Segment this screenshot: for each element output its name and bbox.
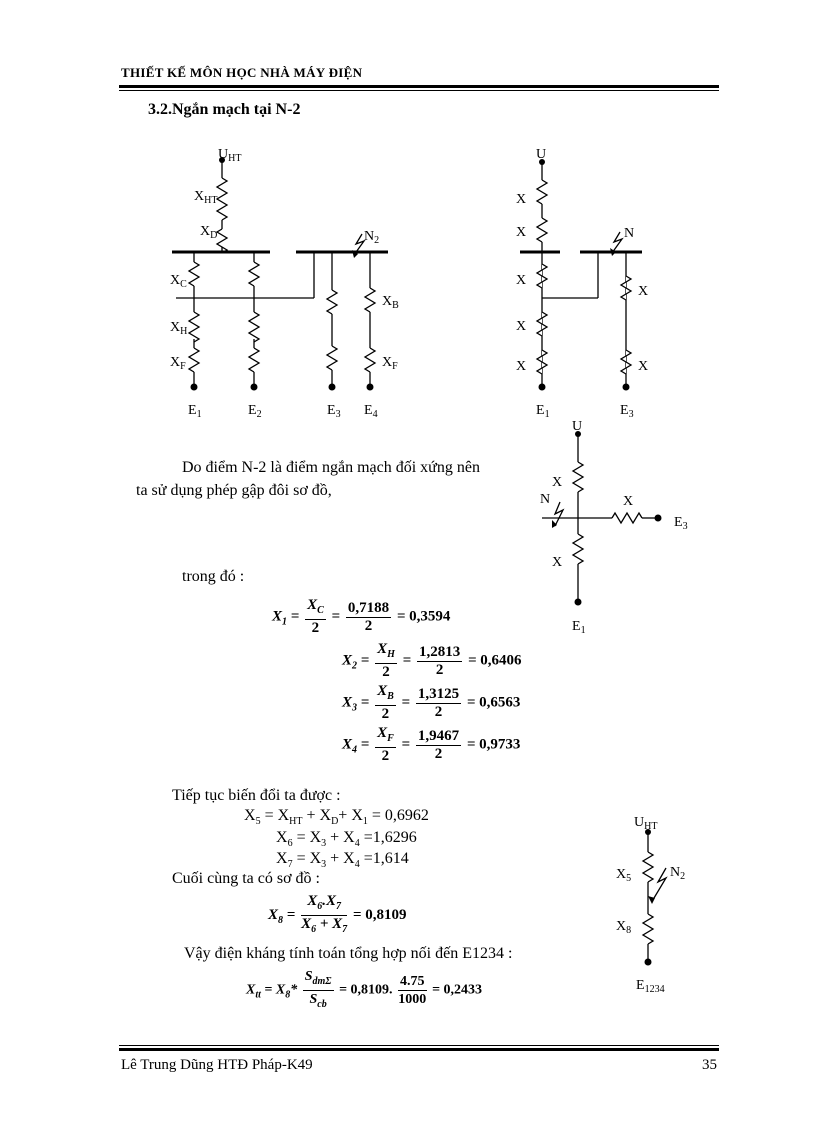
svg-text:X: X bbox=[516, 225, 527, 240]
svg-text:X: X bbox=[623, 494, 634, 509]
summary-line: Vậy điện kháng tính toán tổng hợp nối đến E1234 : bbox=[184, 945, 513, 962]
equation-x7: $X_7 = X_3 + X_4 =1,614$ bbox=[276, 850, 409, 871]
svg-text:E1: $E_1$ bbox=[536, 403, 550, 420]
transform-intro: Tiếp tục biến đổi ta được : bbox=[172, 787, 341, 804]
svg-text:E2: $E_2$ bbox=[248, 403, 262, 420]
svg-text:XH: $X_H$ bbox=[170, 320, 188, 337]
svg-text:N: N bbox=[540, 492, 551, 507]
svg-text:XF: $X_F$ bbox=[382, 355, 398, 372]
svg-text:XD: $X_D$ bbox=[200, 224, 218, 241]
footer-author: Lê Trung Dũng HTĐ Pháp-K49 bbox=[121, 1057, 313, 1073]
svg-text:XC: $X_C$ bbox=[170, 273, 187, 290]
svg-text:E3: $E_3$ bbox=[327, 403, 341, 420]
svg-text:N2: $N_2$ bbox=[670, 865, 686, 882]
svg-text:N: N bbox=[624, 226, 635, 241]
footer-rule-thick bbox=[119, 1048, 719, 1051]
svg-text:X: X bbox=[638, 359, 649, 374]
paragraph-line-2: ta sử dụng phép gập đôi sơ đồ, bbox=[136, 482, 332, 499]
final-intro: Cuối cùng ta có sơ đồ : bbox=[172, 870, 320, 887]
svg-text:X8: $X_8$ bbox=[616, 919, 632, 936]
svg-text:E1: $E_1$ bbox=[188, 403, 202, 420]
formula-x2: $X_2$ = $\frac{X_H}{2}$ = $\frac{1,2813}{2}$ = 0,6406 bbox=[342, 641, 522, 680]
footer-rule-thin bbox=[119, 1045, 719, 1046]
svg-text:X: X bbox=[638, 284, 649, 299]
equation-x5: $X_5 = X_{HT} + X_D+ X_1 = 0,6962$ bbox=[244, 807, 429, 828]
svg-text:E3: $E_3$ bbox=[620, 403, 634, 420]
formula-x3: $X_3$ = $\frac{X_B}{2}$ = $\frac{1,3125}{2}$ = 0,6563 bbox=[342, 683, 521, 722]
svg-text:XHT: $X_{HT}$ bbox=[194, 189, 218, 206]
svg-text:N2: $N_2$ bbox=[364, 229, 380, 246]
svg-text:E4: $E_4$ bbox=[364, 403, 378, 420]
svg-text:X5: $X_5$ bbox=[616, 867, 632, 884]
svg-text:X: X bbox=[516, 273, 527, 288]
page-number: 35 bbox=[702, 1057, 717, 1073]
formula-x4: $X_4$ = $\frac{X_F}{2}$ = $\frac{1,9467}{2}$ = 0,9733 bbox=[342, 725, 521, 764]
paragraph-line-1: Do điểm N-2 là điểm ngắn mạch đối xứng nên bbox=[182, 459, 480, 476]
svg-text:X: X bbox=[552, 555, 563, 570]
svg-text:X: X bbox=[516, 192, 527, 207]
svg-text:UHT: $U_{HT}$ bbox=[218, 147, 242, 164]
formula-xtt: $X_{tt} = X_8*$ $\frac{S_{dm\Sigma}}{S_{cb}}$ = 0,8109. $\frac{4.75}{1000}$ = 0,2433 bbox=[246, 969, 482, 1010]
svg-text:U: U bbox=[572, 419, 583, 434]
svg-text:X: X bbox=[552, 475, 563, 490]
svg-text:U: U bbox=[536, 147, 547, 162]
svg-text:E3: $E_3$ bbox=[674, 515, 688, 532]
svg-text:E1234: $E_{1234}$ bbox=[636, 978, 665, 995]
section-title: 3.2.Ngắn mạch tại N-2 bbox=[148, 101, 301, 118]
equation-x6: $X_6 = X_3 + X_4 =1,6296$ bbox=[276, 829, 417, 850]
svg-text:UHT: $U_{HT}$ bbox=[634, 815, 658, 832]
svg-text:X: X bbox=[516, 359, 527, 374]
where-label: trong đó : bbox=[182, 568, 245, 585]
svg-text:XB: $X_B$ bbox=[382, 294, 399, 311]
formula-x8: $X_8$ = $\frac{X_6.X_7}{X_6 + X_7}$ = 0,8109 bbox=[268, 893, 407, 935]
svg-text:XF: $X_F$ bbox=[170, 355, 186, 372]
header-title: THIẾT KẾ MÔN HỌC NHÀ MÁY ĐIỆN bbox=[121, 65, 363, 80]
formula-x1: $X_1$ = $\frac{X_C}{2}$ = $\frac{0,7188}{2}$ = 0,3594 bbox=[272, 597, 451, 636]
svg-text:E1: $E_1$ bbox=[572, 619, 586, 636]
svg-text:X: X bbox=[516, 319, 527, 334]
